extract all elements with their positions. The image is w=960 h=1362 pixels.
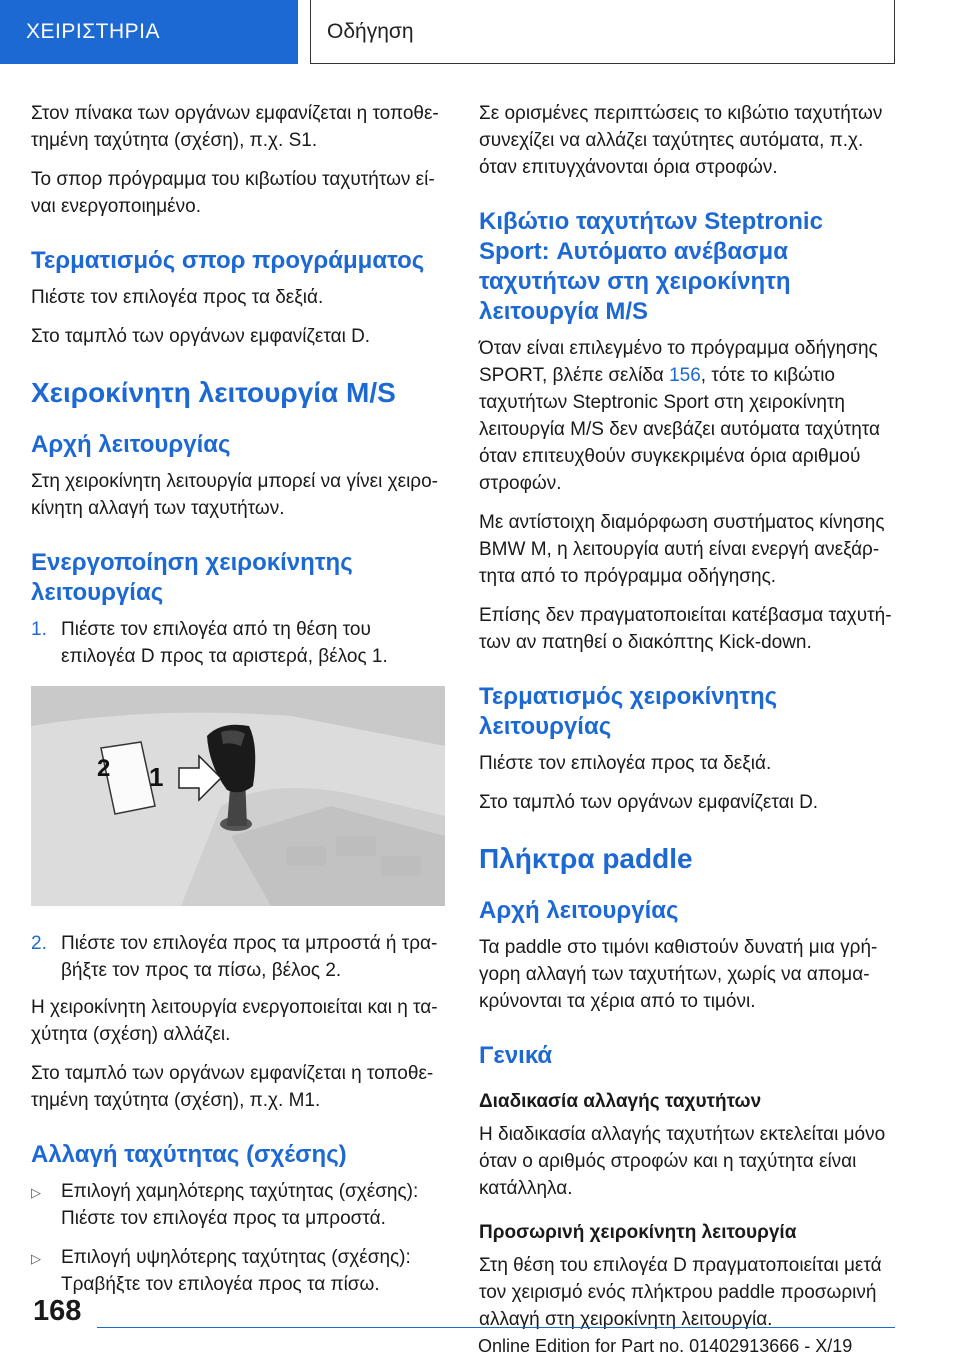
heading-steptronic-sport: Κιβώτιο ταχυτήτων Steptronic Sport: Αυτόματο ανέβασμα ταχυτήτων στη χειροκίνητη λειτουργία M/S <box>479 208 823 325</box>
list-item-text: Επιλογή υψηλότερης ταχύτητας (σχέσης): Τραβήξτε τον επιλογέα προς τα πίσω. <box>61 1247 411 1295</box>
list-item-text: Επιλογή χαμηλότερης ταχύτητας (σχέσης): Πιέστε τον επιλογέα προς τα μπροστά. <box>61 1181 419 1229</box>
paragraph: Στο ταμπλό των οργάνων εμφανίζεται D. <box>479 792 819 813</box>
arrow-label-1: 1 <box>149 762 164 792</box>
paragraph: Η χειροκίνητη λειτουργία ενεργοποιείται και η ταχύτητα (σχέση) αλλάζει. <box>31 997 438 1045</box>
subheading-temporary-manual: Προσωρινή χειροκίνητη λειτουργία <box>479 1222 797 1243</box>
paragraph: Πιέστε τον επιλογέα προς τα δεξιά. <box>479 753 772 774</box>
gear-selector-illustration <box>31 686 445 906</box>
heading-paddles: Πλήκτρα paddle <box>479 843 693 874</box>
triangle-bullet-icon: ▷ <box>31 1251 41 1266</box>
heading-end-manual: Τερματισμός χειροκίνητης λειτουργίας <box>479 683 778 740</box>
list-item <box>31 1244 449 1298</box>
text-fragment: , τότε το κιβώτιο ταχυτήτων Steptronic Sport στη χειροκίνητη λειτουργία M/S δεν ανεβάζει αυτόματα ταχύτητα όταν επιτευχθούν συγκεκριμένα όρια αριθμού στροφών. <box>479 365 881 494</box>
step-number: 1. <box>31 619 47 640</box>
left-column <box>31 100 449 1310</box>
step-number: 2. <box>31 933 47 954</box>
heading-general: Γενικά <box>479 1042 553 1069</box>
paragraph: Σε ορισμένες περιπτώσεις το κιβώτιο ταχυτήτων συνεχίζει να αλλάζει ταχύτητες αυτόματα, π.χ. όταν επιτυγχάνονται όρια στροφών. <box>479 103 883 178</box>
paragraph: Τα paddle στο τιμόνι καθιστούν δυνατή μια γρήγορη αλλαγή των ταχυτήτων, χωρίς να απομακρύνονται τα χέρια από το τιμόνι. <box>479 937 878 1012</box>
paragraph: Στο ταμπλό των οργάνων εμφανίζεται η τοποθετημένη ταχύτητα (σχέση), π.χ. M1. <box>31 1063 434 1111</box>
paragraph: Με αντίστοιχη διαμόρφωση συστήματος κίνησης BMW M, η λειτουργία αυτή είναι ενεργή ανεξάρτητα από το πρόγραμμα οδήγησης. <box>479 512 885 587</box>
paragraph: Πιέστε τον επιλογέα προς τα δεξιά. <box>31 287 324 308</box>
heading-activate-manual: Ενεργοποίηση χειροκίνητης λειτουργίας <box>31 549 353 606</box>
chapter-header <box>310 0 895 64</box>
paragraph: Το σπορ πρόγραμμα του κιβωτίου ταχυτήτων είναι ενεργοποιημένο. <box>31 169 435 217</box>
paragraph: Στη χειροκίνητη λειτουργία μπορεί να γίνει χειροκίνητη αλλαγή των ταχυτήτων. <box>31 471 438 519</box>
paragraph: Η διαδικασία αλλαγής ταχυτήτων εκτελείται μόνο όταν ο αριθμός στροφών και η ταχύτητα είναι κατάλληλα. <box>479 1124 886 1199</box>
paragraph: Στο ταμπλό των οργάνων εμφανίζεται D. <box>31 326 371 347</box>
paragraph: Στον πίνακα των οργάνων εμφανίζεται η τοποθετημένη ταχύτητα (σχέση), π.χ. S1. <box>31 103 439 151</box>
paragraph: Στη θέση του επιλογέα D πραγματοποιείται μετά τον χειρισμό ενός πλήκτρου paddle προσωρινή αλλαγή στη χειροκίνητη λειτουργία. <box>479 1255 882 1330</box>
heading-gear-change: Αλλαγή ταχύτητας (σχέσης) <box>31 1141 347 1168</box>
section-title: ΧΕΙΡΙΣΤΗΡΙΑ <box>26 20 161 43</box>
edition-note: Online Edition for Part no. 01402913666 - X/19 <box>478 1336 853 1356</box>
arrow-label-2: 2 <box>97 755 111 782</box>
heading-end-sport: Τερματισμός σπορ προγράμματος <box>31 247 425 274</box>
page-number: 168 <box>33 1295 82 1327</box>
subheading-procedure: Διαδικασία αλλαγής ταχυτήτων <box>479 1091 762 1112</box>
list-item <box>31 1178 449 1232</box>
step-text: Πιέστε τον επιλογέα προς τα μπροστά ή τραβήξτε τον προς τα πίσω, βέλος 2. <box>61 933 438 981</box>
gear-selector-photo <box>31 686 445 906</box>
text-fragment: Όταν είναι επιλεγμένο το πρόγραμμα οδήγησης SPORT, βλέπε σελίδα <box>479 338 878 386</box>
paragraph <box>479 335 899 497</box>
step-2 <box>31 930 449 984</box>
step-text: Πιέστε τον επιλογέα από τη θέση του επιλογέα D προς τα αριστερά, βέλος 1. <box>61 619 388 667</box>
heading-principle: Αρχή λειτουργίας <box>31 431 231 458</box>
paragraph: Επίσης δεν πραγματοποιείται κατέβασμα ταχυτήτων αν πατηθεί ο διακόπτης Kick-down. <box>479 605 892 653</box>
heading-manual-mode: Χειροκίνητη λειτουργία M/S <box>31 377 396 408</box>
right-column <box>479 100 899 1345</box>
section-tab <box>0 0 298 64</box>
triangle-bullet-icon: ▷ <box>31 1185 41 1200</box>
step-1 <box>31 616 449 670</box>
heading-principle: Αρχή λειτουργίας <box>479 897 679 924</box>
footer-divider <box>97 1327 895 1328</box>
page-link[interactable]: 156 <box>669 365 701 386</box>
chapter-title: Οδήγηση <box>327 19 414 43</box>
